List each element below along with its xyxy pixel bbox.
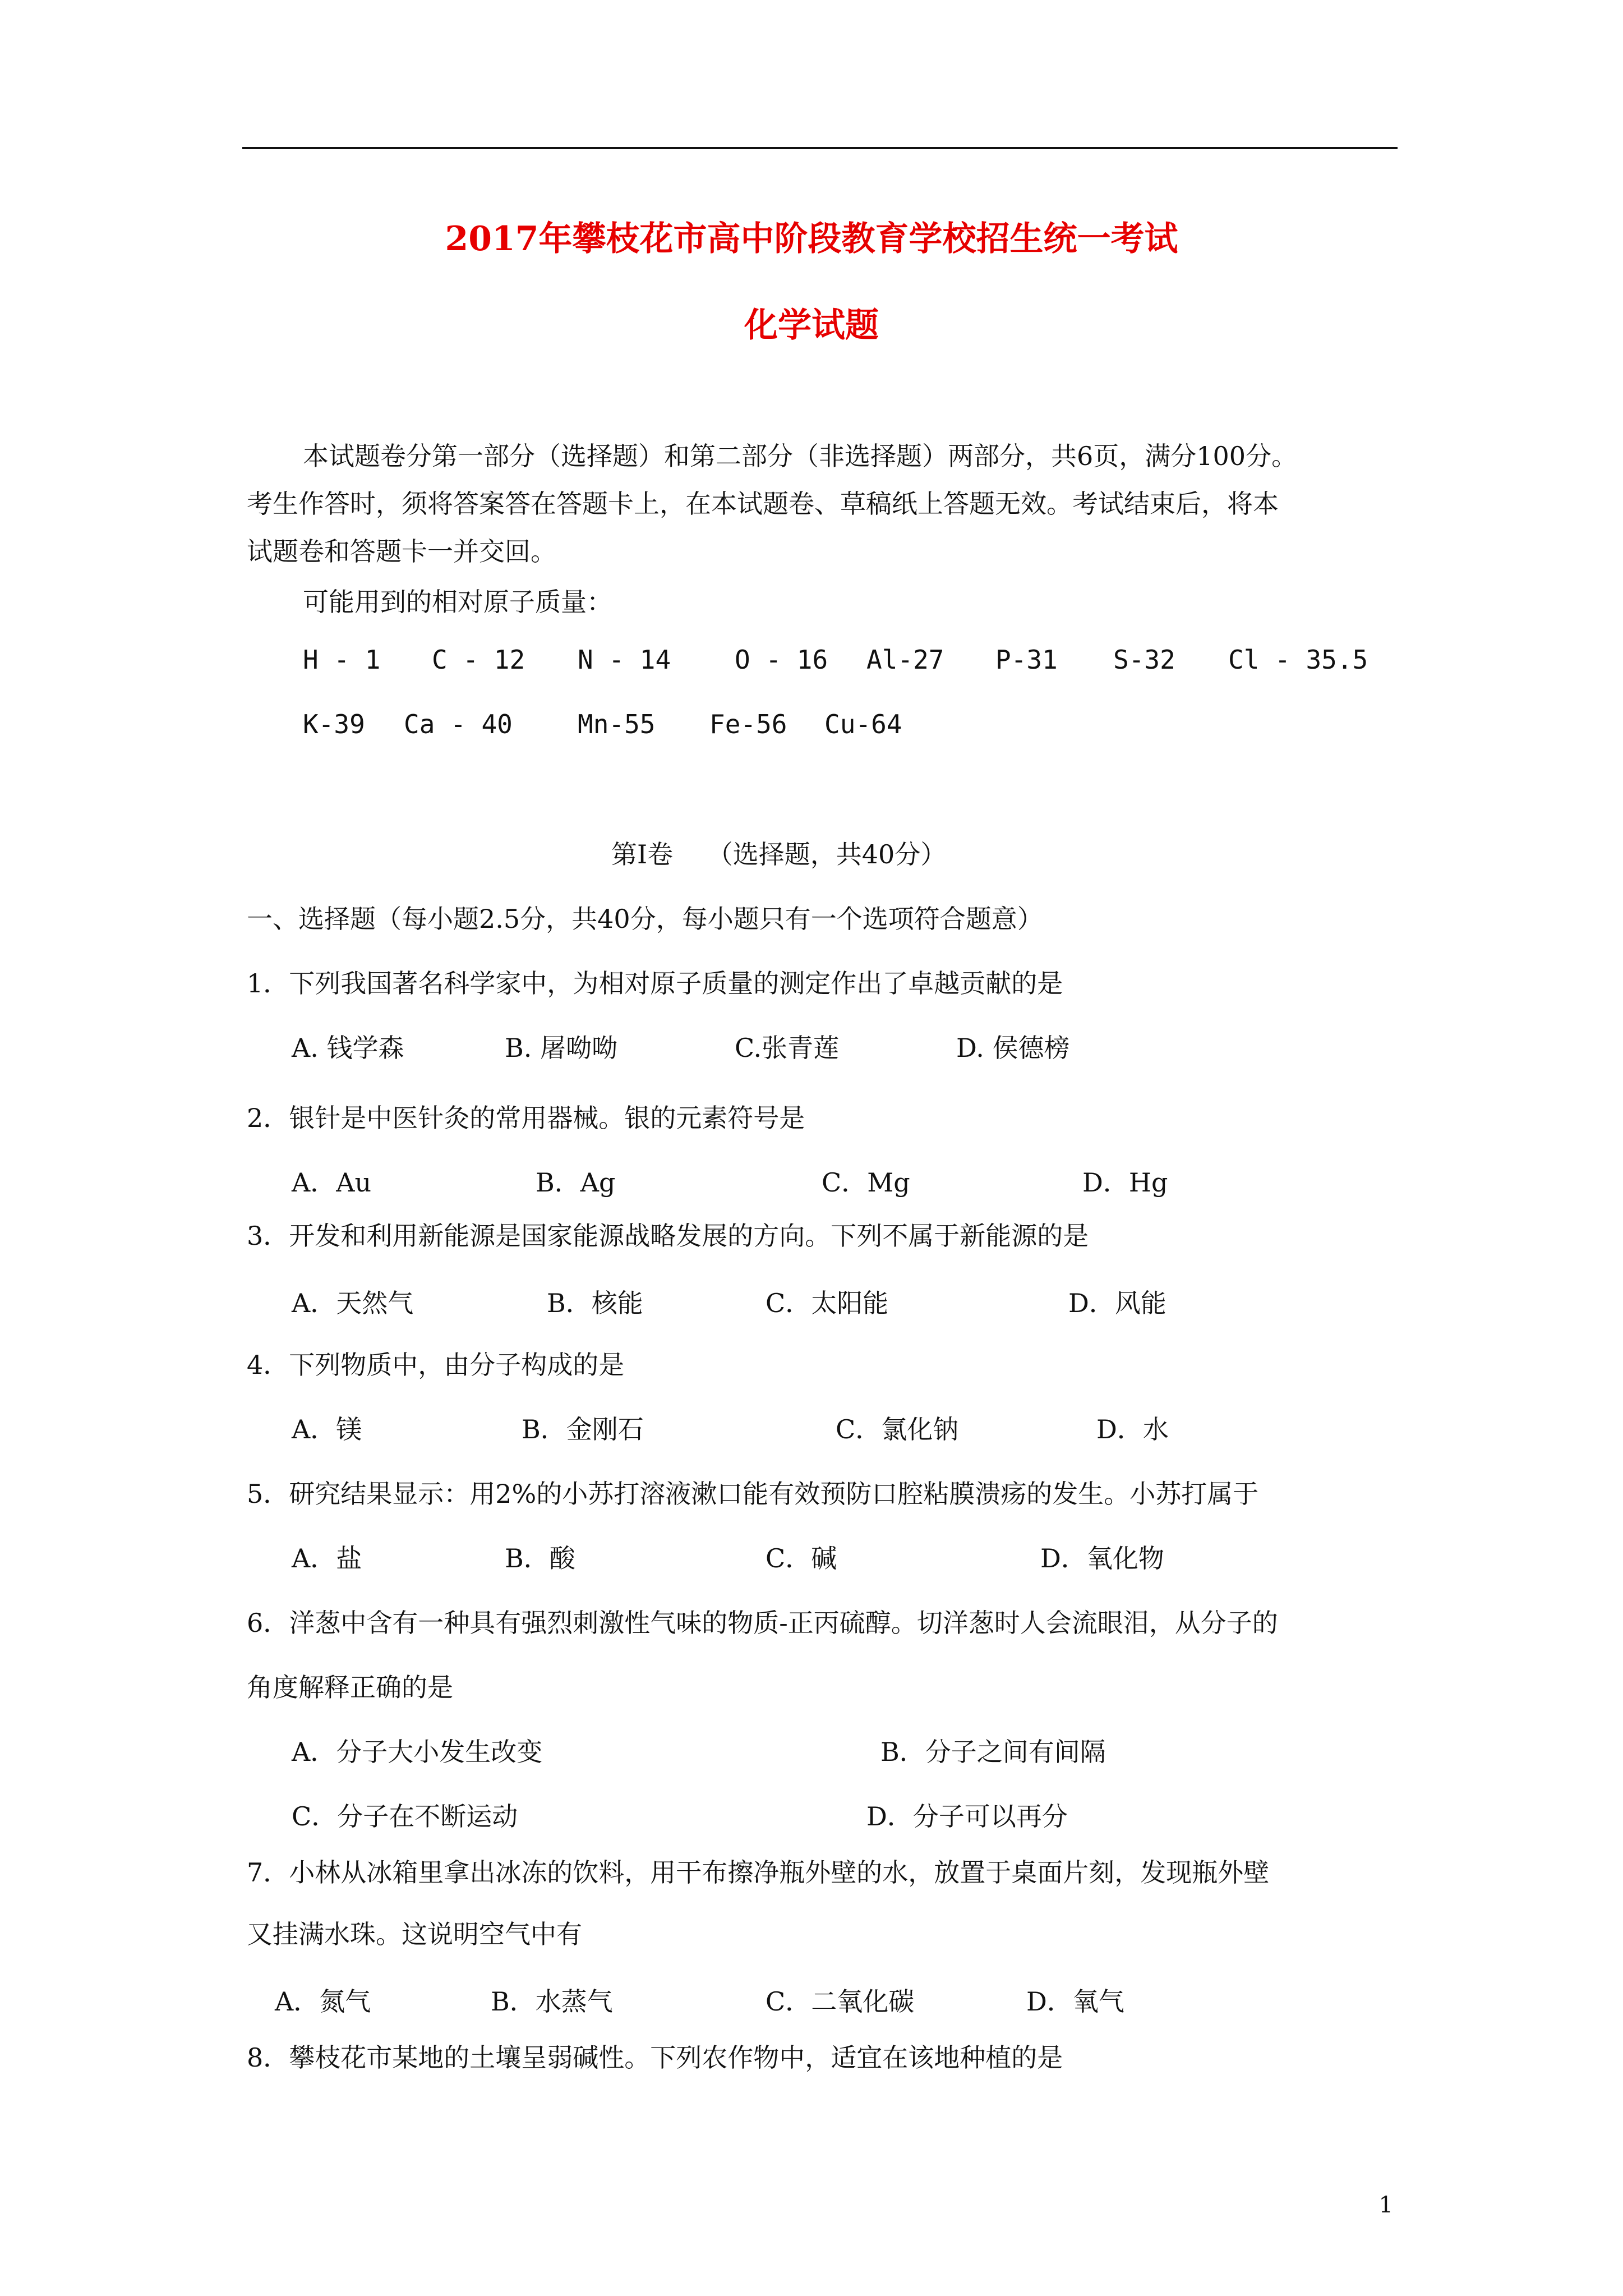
mass-p: P-31	[995, 645, 1058, 675]
q3-option-c: C．太阳能	[766, 1288, 889, 1318]
q5-option-d: D．氧化物	[1040, 1543, 1164, 1573]
q1-option-b: B. 屠呦呦	[505, 1033, 618, 1063]
q3-option-a: A．天然气	[292, 1288, 414, 1318]
question-8-stem: 8．攀枝花市某地的土壤呈弱碱性。下列农作物中，适宜在该地种植的是	[247, 2042, 1063, 2073]
mass-cl: Cl - 35.5	[1228, 645, 1368, 675]
q4-option-a: A．镁	[292, 1414, 362, 1444]
q6-option-a: A．分子大小发生改变	[292, 1737, 543, 1767]
q1-option-d: D. 侯德榜	[956, 1033, 1070, 1063]
q5-option-b: B．酸	[505, 1543, 575, 1573]
q7-option-d: D．氧气	[1026, 1986, 1124, 2017]
q7-option-b: B．水蒸气	[491, 1986, 613, 2017]
q2-option-d: D．Hg	[1082, 1167, 1168, 1198]
mass-fe: Fe-56	[709, 709, 787, 739]
mass-ca: Ca - 40	[404, 709, 513, 739]
mass-n: N - 14	[578, 645, 671, 675]
atomic-mass-label: 可能用到的相对原子质量：	[303, 587, 612, 617]
q4-option-d: D．水	[1096, 1414, 1169, 1444]
mass-s: S-32	[1113, 645, 1175, 675]
question-1-stem: 1．下列我国著名科学家中，为相对原子质量的测定作出了卓越贡献的是	[247, 968, 1063, 999]
q7-option-c: C．二氧化碳	[766, 1986, 915, 2017]
question-4-stem: 4．下列物质中，由分子构成的是	[247, 1350, 625, 1380]
question-5-stem: 5．研究结果显示：用2%的小苏打溶液漱口能有效预防口腔粘膜溃疡的发生。小苏打属于	[247, 1479, 1259, 1509]
mass-mn: Mn-55	[578, 709, 656, 739]
question-7-stem-line-1: 7．小林从冰箱里拿出冰冻的饮料，用干布擦净瓶外壁的水，放置于桌面片刻，发现瓶外壁	[247, 1857, 1270, 1888]
q1-option-a: A. 钱学森	[292, 1033, 404, 1063]
q4-option-b: B．金刚石	[522, 1414, 644, 1444]
question-6-stem-line-2: 角度解释正确的是	[247, 1672, 453, 1703]
header-rule	[242, 147, 1398, 149]
mass-h: H - 1	[303, 645, 381, 675]
exam-title: 2017年攀枝花市高中阶段教育学校招生统一考试	[445, 219, 1178, 259]
intro-line-2: 考生作答时，须将答案答在答题卡上，在本试题卷、草稿纸上答题无效。考试结束后，将本	[247, 489, 1279, 519]
section-instruction: 一、选择题（每小题2.5分，共40分，每小题只有一个选项符合题意）	[247, 904, 1043, 934]
intro-line-1: 本试题卷分第一部分（选择题）和第二部分（非选择题）两部分，共6页，满分100分。	[303, 441, 1298, 471]
q4-option-c: C．氯化钠	[836, 1414, 959, 1444]
q6-option-c: C．分子在不断运动	[292, 1801, 518, 1832]
question-6-stem-line-1: 6．洋葱中含有一种具有强烈刺激性气味的物质-正丙硫醇。切洋葱时人会流眼泪，从分子的	[247, 1608, 1278, 1638]
q2-option-c: C．Mg	[822, 1167, 910, 1198]
q7-option-a: A．氮气	[275, 1986, 371, 2017]
q5-option-a: A．盐	[292, 1543, 362, 1573]
mass-o: O - 16	[735, 645, 828, 675]
question-2-stem: 2．银针是中医针灸的常用器械。银的元素符号是	[247, 1103, 805, 1133]
q6-option-b: B．分子之间有间隔	[880, 1737, 1106, 1767]
mass-al: Al-27	[866, 645, 944, 675]
q2-option-a: A．Au	[292, 1167, 372, 1198]
page-number: 1	[1378, 2192, 1393, 2218]
q3-option-b: B．核能	[547, 1288, 643, 1318]
mass-cu: Cu-64	[824, 709, 902, 739]
mass-k: K-39	[303, 709, 365, 739]
mass-c: C - 12	[432, 645, 525, 675]
q5-option-c: C．碱	[766, 1543, 837, 1573]
section-heading: 第Ⅰ卷 （选择题，共40分）	[611, 839, 947, 869]
question-7-stem-line-2: 又挂满水珠。这说明空气中有	[247, 1919, 582, 1949]
intro-line-3: 试题卷和答题卡一并交回。	[247, 536, 556, 567]
q2-option-b: B．Ag	[536, 1167, 616, 1198]
q1-option-c: C.张青莲	[735, 1033, 840, 1063]
exam-subtitle: 化学试题	[744, 306, 879, 345]
q6-option-d: D．分子可以再分	[866, 1801, 1068, 1832]
question-3-stem: 3．开发和利用新能源是国家能源战略发展的方向。下列不属于新能源的是	[247, 1221, 1089, 1251]
q3-option-d: D．风能	[1068, 1288, 1166, 1318]
